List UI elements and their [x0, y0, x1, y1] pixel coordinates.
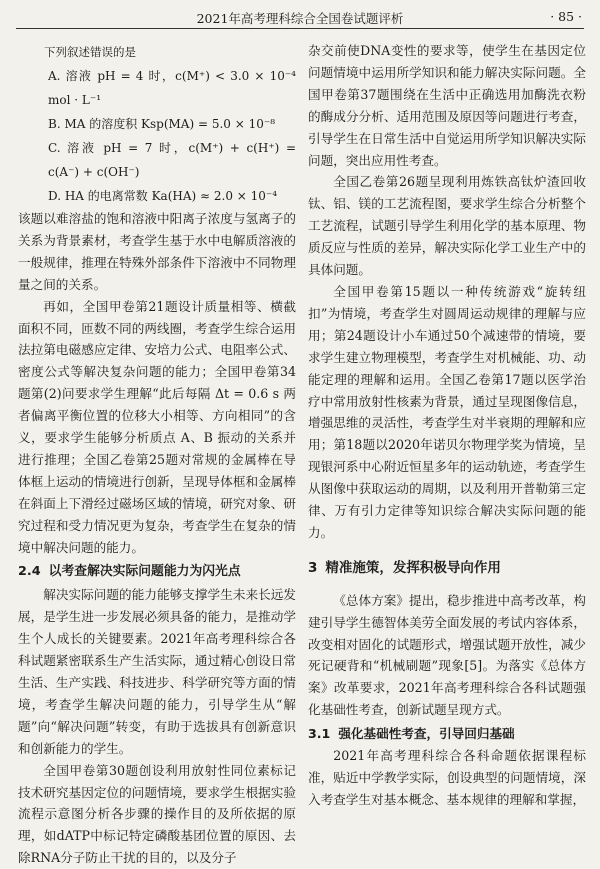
paragraph: 再如，全国甲卷第21题设计质量相等、横截面积不同，匝数不同的两线圈，考查学生综合运用法拉第电磁感应定律、安培力公式、电阻率公式、密度公式等解决复杂问题的能力；全国甲卷第34题第(2)问要求学生理解“此后每隔 Δt = 0.6 s 两者偏离平衡位置的位移大小相等、方向相同”的含义，要求学生能够分析质点 A、B 振动的关系并进行推理；全国乙卷第25题对常规的金属棒在导体框上运动的情境进行创新，呈现导体框和金属棒在斜面上下滑经过磁场区域的情境，研究对象、研究过程和受力情况更为复杂，考查学生在复杂的情境中解决问题的能力。 — [18, 298, 296, 555]
option-b: B. MA 的溶度积 Ksp(MA) = 5.0 × 10⁻⁸ — [48, 117, 276, 131]
section-number: 2.4 — [18, 563, 41, 579]
paragraph: 解决实际问题的能力能够支撑学生未来长远发展，是学生进一步发展必须具备的能力，是推动学生个人成长的关键要素。2021年高考理科综合各科试题紧密联系生产生活实际，通过精心创设日常生活、生产实践、科技进步、科学研究等方面的情境，考查学生解决问题的能力，引导学生从“解题”向“解决问题”转变，有助于选拔具有创新意识和创新能力的学生。 — [18, 587, 296, 756]
option-a: A. 溶液 pH = 4 时，c(M⁺) < 3.0 × 10⁻⁴ mol · L⁻¹ — [48, 69, 296, 107]
heading-number: 3 — [308, 559, 318, 576]
question-stem: 下列叙述错误的是 — [44, 45, 136, 59]
option-c: C. 溶液 pH = 7 时，c(M⁺) + c(H⁺) = c(A⁻) + c(OH⁻) — [48, 141, 296, 179]
subsection-title: 强化基础性考查，引导回归基础 — [338, 726, 515, 742]
subsection-number: 3.1 — [308, 726, 331, 742]
paragraph: 《总体方案》提出，稳步推进中高考改革，构建引导学生德智体美劳全面发展的考试内容体系，改变相对固化的试题形式，增强试题开放性，减少死记硬背和“机械刷题”现象[5]。为落实《总体方案》改革要求，2021年高考理科综合各科试题强化基础性考查，创新试题呈现方式。 — [308, 592, 586, 718]
heading-title: 精准施策，发挥积极导向作用 — [325, 559, 501, 576]
option-d: D. HA 的电离常数 Ka(HA) ≈ 2.0 × 10⁻⁴ — [48, 189, 278, 203]
subsection-heading — [308, 723, 586, 745]
section-title: 以考查解决实际问题能力为闪光点 — [48, 563, 241, 579]
section-heading — [18, 561, 296, 583]
paragraph: 杂交前使DNA变性的要求等，使学生在基因定位问题情境中运用所学知识和能力解决实际问题。全国甲卷第37题围绕在生活中正确选用加酶洗衣粉的酶成分分析、适用范围及原因等问题进行考查，引导学生在日常生活中自觉运用所学知识解决实际问题，突出应用性考查。 — [308, 43, 586, 168]
paragraph: 全国甲卷第30题创设利用放射性同位素标记技术研究基因定位的问题情境，要求学生根据实验流程示意图分析各步骤的操作目的及所依据的原理，如dATP中标记特定磷酸基团位置的原因、去除RNA分子防止干扰的目的，以及分子 — [18, 762, 296, 866]
paragraph: 全国乙卷第26题呈现利用炼铁高钛炉渣回收钛、铝、镁的工艺流程图，要求学生综合分析整个工艺流程，试题引导学生利用化学的基本原理、物质反应与性质的差异，解决实际化学工业生产中的具体问题。 — [308, 174, 586, 278]
page-number: · 85 · — [550, 9, 582, 24]
left-column — [18, 40, 296, 869]
chapter-heading — [308, 558, 586, 580]
paragraph: 该题以难溶盐的饱和溶液中阳离子浓度与氢离子的关系为背景素材，考查学生基于水中电解质溶液的一般规律，推理在特殊外部条件下溶液中不同物理量之间的关系。 — [18, 211, 296, 292]
right-column — [308, 40, 586, 811]
running-header — [16, 6, 584, 29]
journal-title: 2021年高考理科综合全国卷试题评析 — [196, 11, 404, 26]
paragraph: 2021年高考理科综合各科命题依据课程标准，贴近中学教学实际，创设典型的问题情境，深入考查学生对基本概念、基本规律的理解和掌握， — [308, 748, 586, 807]
paragraph: 全国甲卷第15题以一种传统游戏“旋转纽扣”为情境，考查学生对圆周运动规律的理解与应用；第24题设计小车通过50个减速带的情境，要求学生建立物理模型，考查学生对机械能、功、动能定理的理解和运用。全国乙卷第17题以医学治疗中常用放射性核素为背景，通过呈现图像信息，增强思维的灵活性，考查学生对半衰期的理解和应用；第18题以2020年诺贝尔物理学奖为情境，呈现银河系中心附近恒星多年的运动轨迹，考查学生从图像中获取运动的周期，以及利用开普勒第三定律、万有引力定律等知识综合解决实际问题的能力。 — [308, 283, 586, 540]
